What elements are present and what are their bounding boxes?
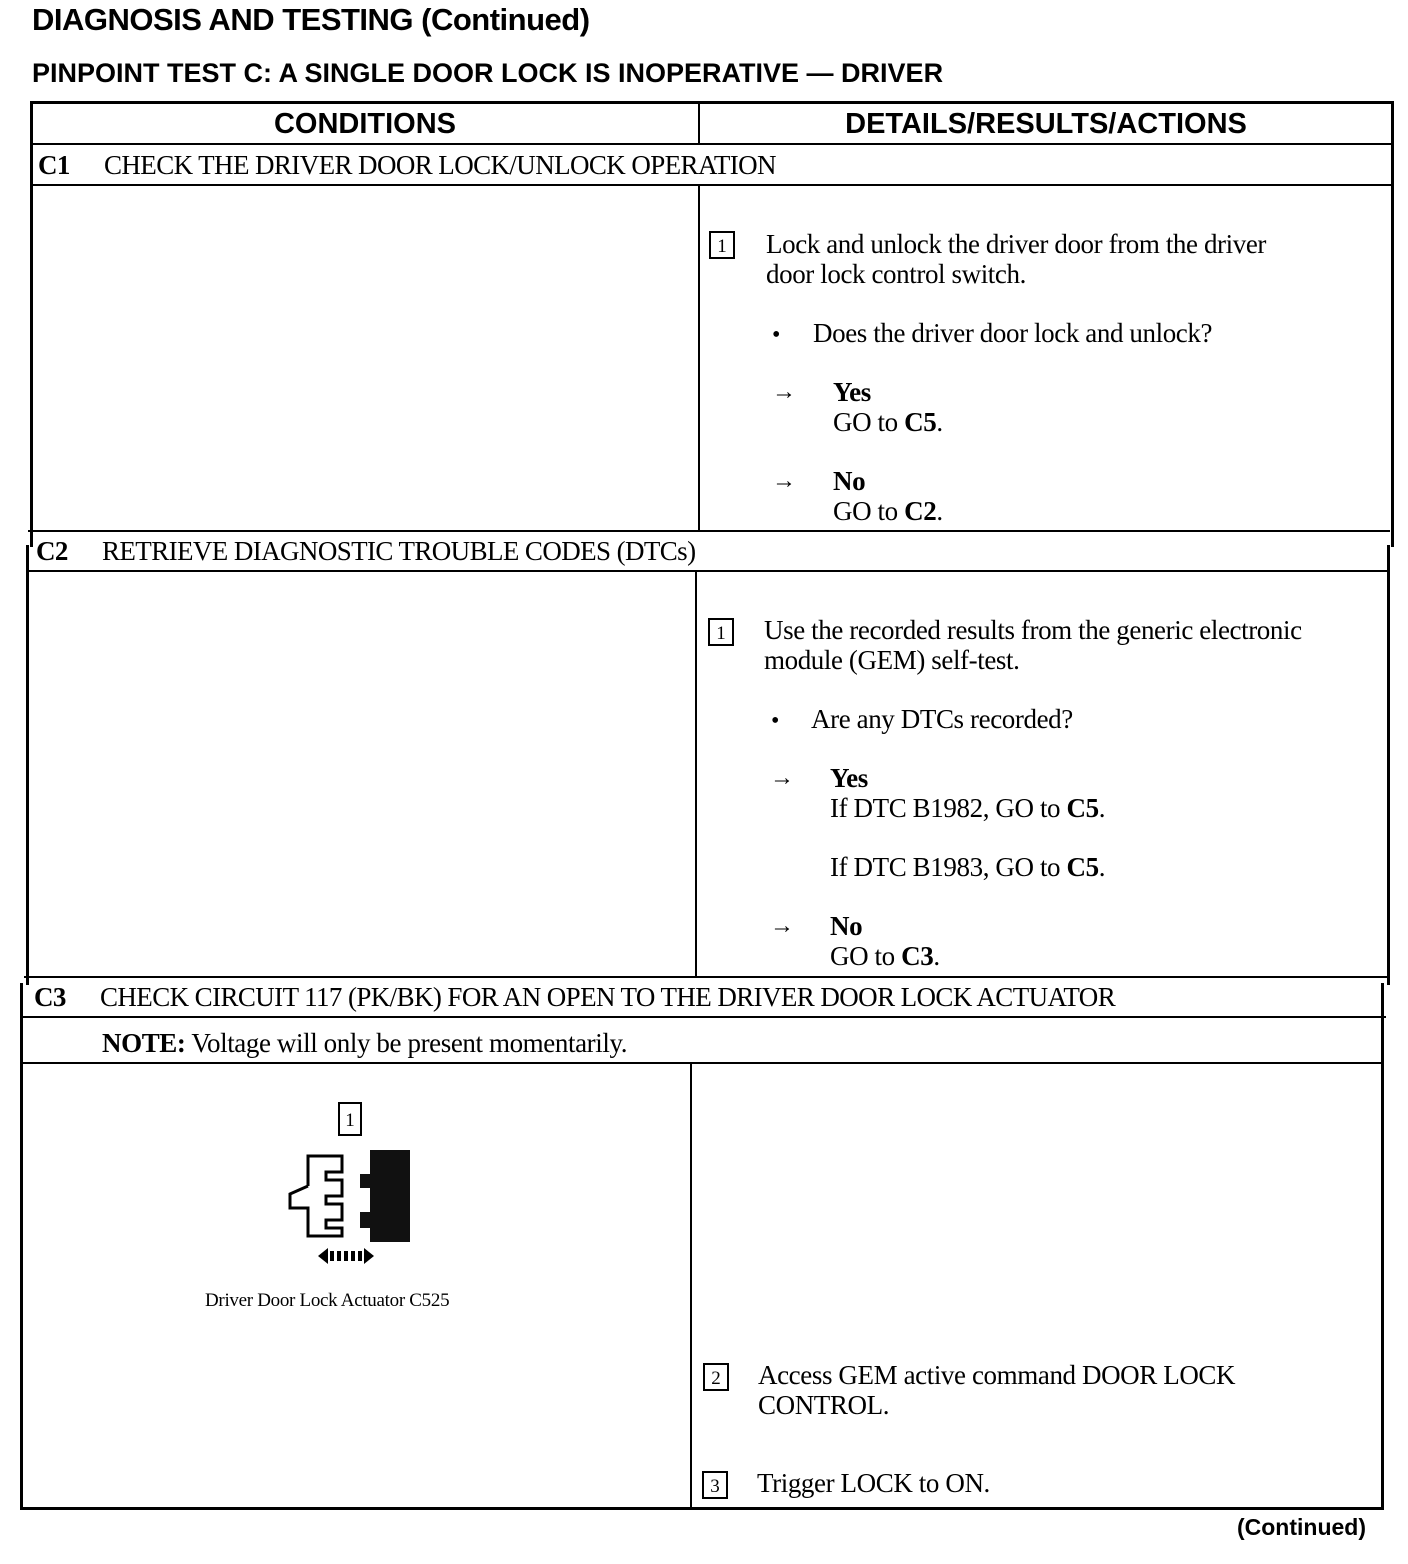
section-title-text: CHECK CIRCUIT 117 (PK/BK) FOR AN OPEN TO THE DRIVER DOOR LOCK ACTUATOR — [100, 982, 1116, 1012]
page-title: DIAGNOSIS AND TESTING (Continued) — [32, 2, 590, 37]
section-c3-title — [34, 982, 1115, 1013]
connector-icon — [284, 1148, 414, 1270]
section-code: C1 — [38, 150, 70, 180]
c3-step3-text: Trigger LOCK to ON. — [757, 1468, 990, 1498]
c2-yes-result: Yes If DTC B1982, GO to C5. If DTC B1983, GO to C5. — [830, 763, 1106, 882]
arrow-right-icon: → — [772, 468, 796, 494]
step-number-box: 1 — [709, 231, 735, 259]
column-header-conditions: CONDITIONS — [273, 108, 457, 140]
section-title-text: CHECK THE DRIVER DOOR LOCK/UNLOCK OPERATION — [104, 150, 776, 180]
c2-no-result: No GO to C3. — [830, 911, 940, 971]
arrow-right-icon: → — [770, 913, 794, 939]
page-subtitle: PINPOINT TEST C: A SINGLE DOOR LOCK IS INOPERATIVE — DRIVER — [32, 58, 944, 88]
step-number-box: 3 — [702, 1471, 728, 1499]
c1-question: Does the driver door lock and unlock? — [813, 318, 1213, 348]
section-code: C2 — [36, 536, 68, 566]
section-c2-title — [36, 536, 695, 567]
c1-step1-text: Lock and unlock the driver door from the driver door lock control switch. — [766, 229, 1267, 289]
c3-step2-text: Access GEM active command DOOR LOCK CONTROL. — [758, 1360, 1236, 1420]
continued-footer: (Continued) — [1236, 1514, 1366, 1540]
c1-no-result: No GO to C2. — [833, 466, 943, 526]
c2-step1-text: Use the recorded results from the generic electronic module (GEM) self-test. — [764, 615, 1302, 675]
c3-note: NOTE: Voltage will only be present momentarily. — [102, 1028, 628, 1058]
c1-yes-result: Yes GO to C5. — [833, 377, 943, 437]
step-number-box: 2 — [703, 1363, 729, 1391]
arrow-right-icon: → — [770, 765, 794, 791]
bullet-icon: • — [772, 322, 781, 348]
column-header-details: DETAILS/RESULTS/ACTIONS — [845, 108, 1247, 140]
arrow-right-icon: → — [772, 379, 796, 405]
step-number-box: 1 — [708, 618, 734, 646]
figure-caption: Driver Door Lock Actuator C525 — [205, 1290, 450, 1311]
section-code: C3 — [34, 982, 66, 1012]
section-c1-title — [38, 150, 776, 181]
c2-question: Are any DTCs recorded? — [811, 704, 1073, 734]
step-number-box: 1 — [338, 1102, 362, 1136]
bullet-icon: • — [771, 708, 780, 734]
section-title-text: RETRIEVE DIAGNOSTIC TROUBLE CODES (DTCs) — [102, 536, 696, 566]
